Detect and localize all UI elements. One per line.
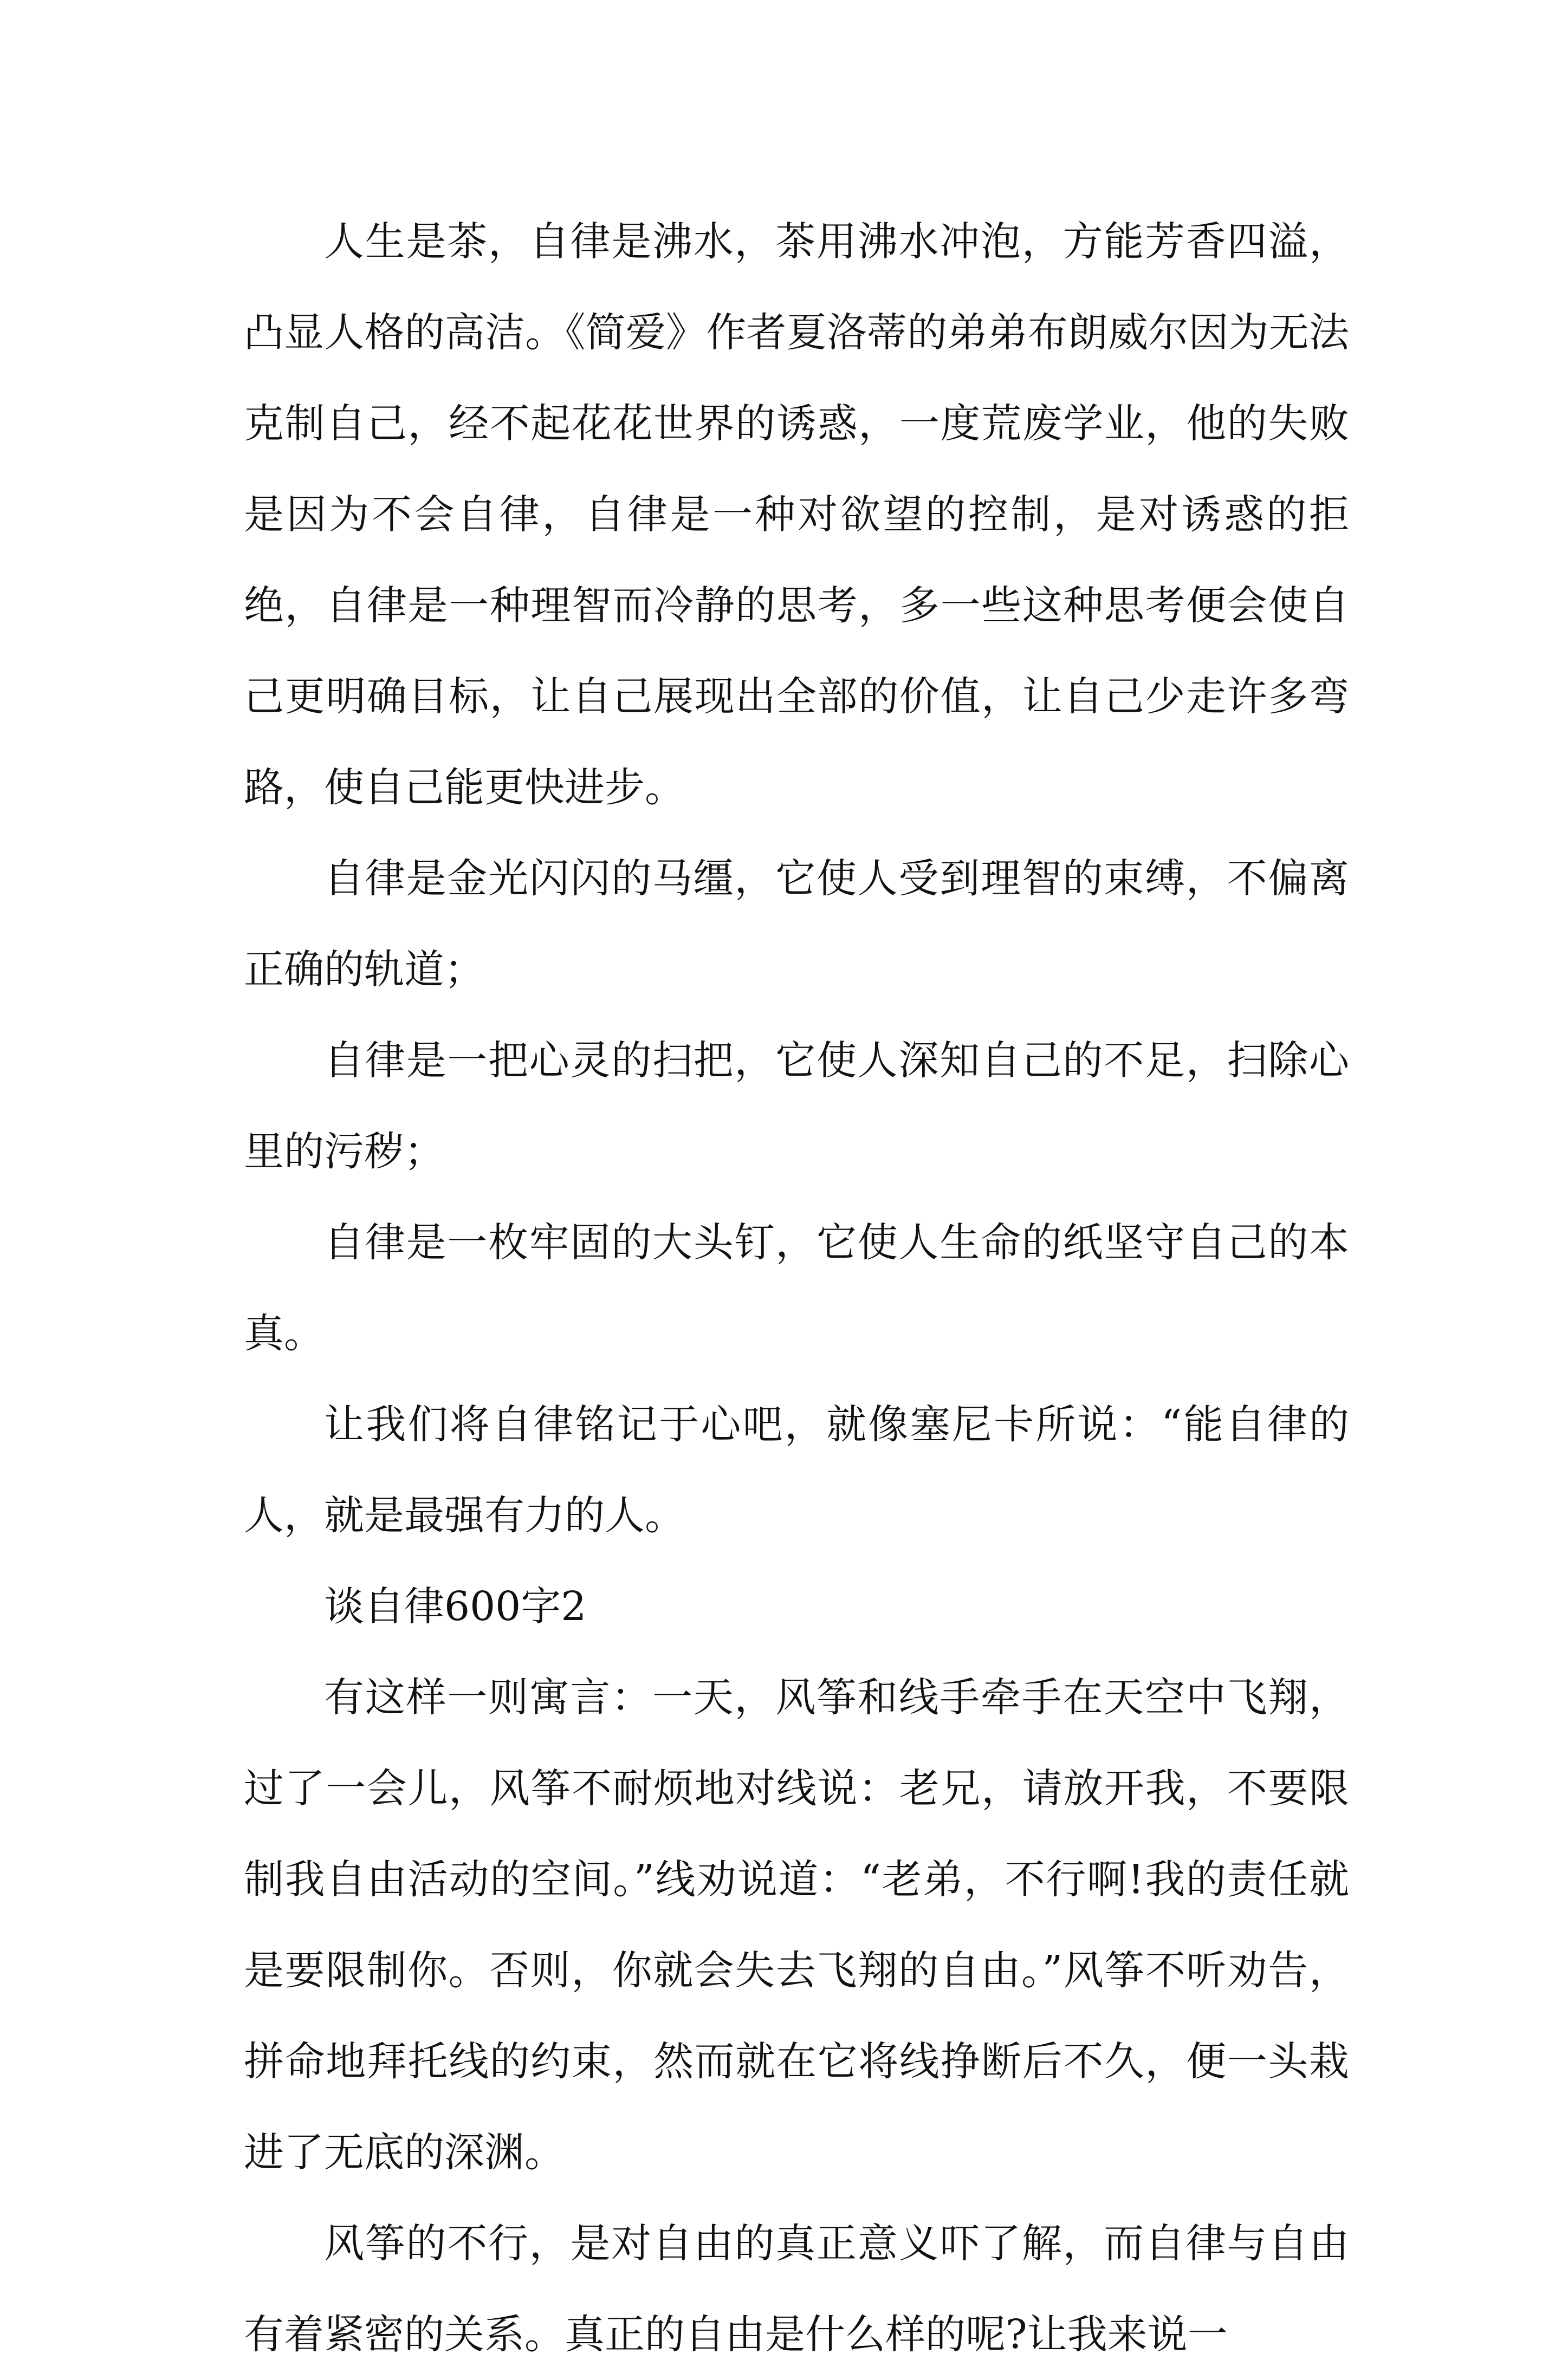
paragraph-heart-broom: 自律是一把心灵的扫把，它使人深知自己的不足，扫除心里的污秽； (244, 1037, 1349, 1175)
paragraph-kite-fable: 有这样一则寓言：一天，风筝和线手牵手在天空中飞翔，过了一会儿，风筝不耐烦地对线说：老兄，请放开我，不要限制我自由活动的空间。”线劝说道：“老弟，不行啊!我的责任就是要限制你。否则，你就会失去飞翔的自由。”风筝不听劝告，拼命地拜托线的约束，然而就在它将线挣断后不久，便一头栽进了无底的深渊。 (244, 1674, 1349, 2176)
paragraph-freedom: 风筝的不行，是对自由的真正意义吓了解，而自律与自由有着紧密的关系。真正的自由是什么样的呢?让我来说一 (244, 2220, 1349, 2358)
section-heading: 谈自律600字2 (324, 1583, 587, 1630)
paragraph-thumbtack: 自律是一枚牢固的大头钉，它使人生命的纸坚守自己的本真。 (244, 1219, 1349, 1357)
paragraph-tea-metaphor: 人生是茶，自律是沸水，茶用沸水冲泡，方能芳香四溢，凸显人格的高洁。《简爱》作者夏洛蒂的弟弟布朗威尔因为无法克制自己，经不起花花世界的诱惑，一度荒废学业，他的失败是因为不会自律，自律是一种对欲望的控制，是对诱惑的拒绝，自律是一种理智而冷静的思考，多一些这种思考便会使自己更明确目标，让自己展现出全部的价值，让自己少走许多弯路，使自己能更快进步。 (244, 218, 1349, 811)
paragraph-golden-reins: 自律是金光闪闪的马缰，它使人受到理智的束缚，不偏离正确的轨道； (244, 855, 1349, 993)
document-body (244, 196, 1349, 2380)
paragraph-seneca-quote: 让我们将自律铭记于心吧，就像塞尼卡所说：“能自律的人，就是最强有力的人。 (244, 1401, 1349, 1539)
